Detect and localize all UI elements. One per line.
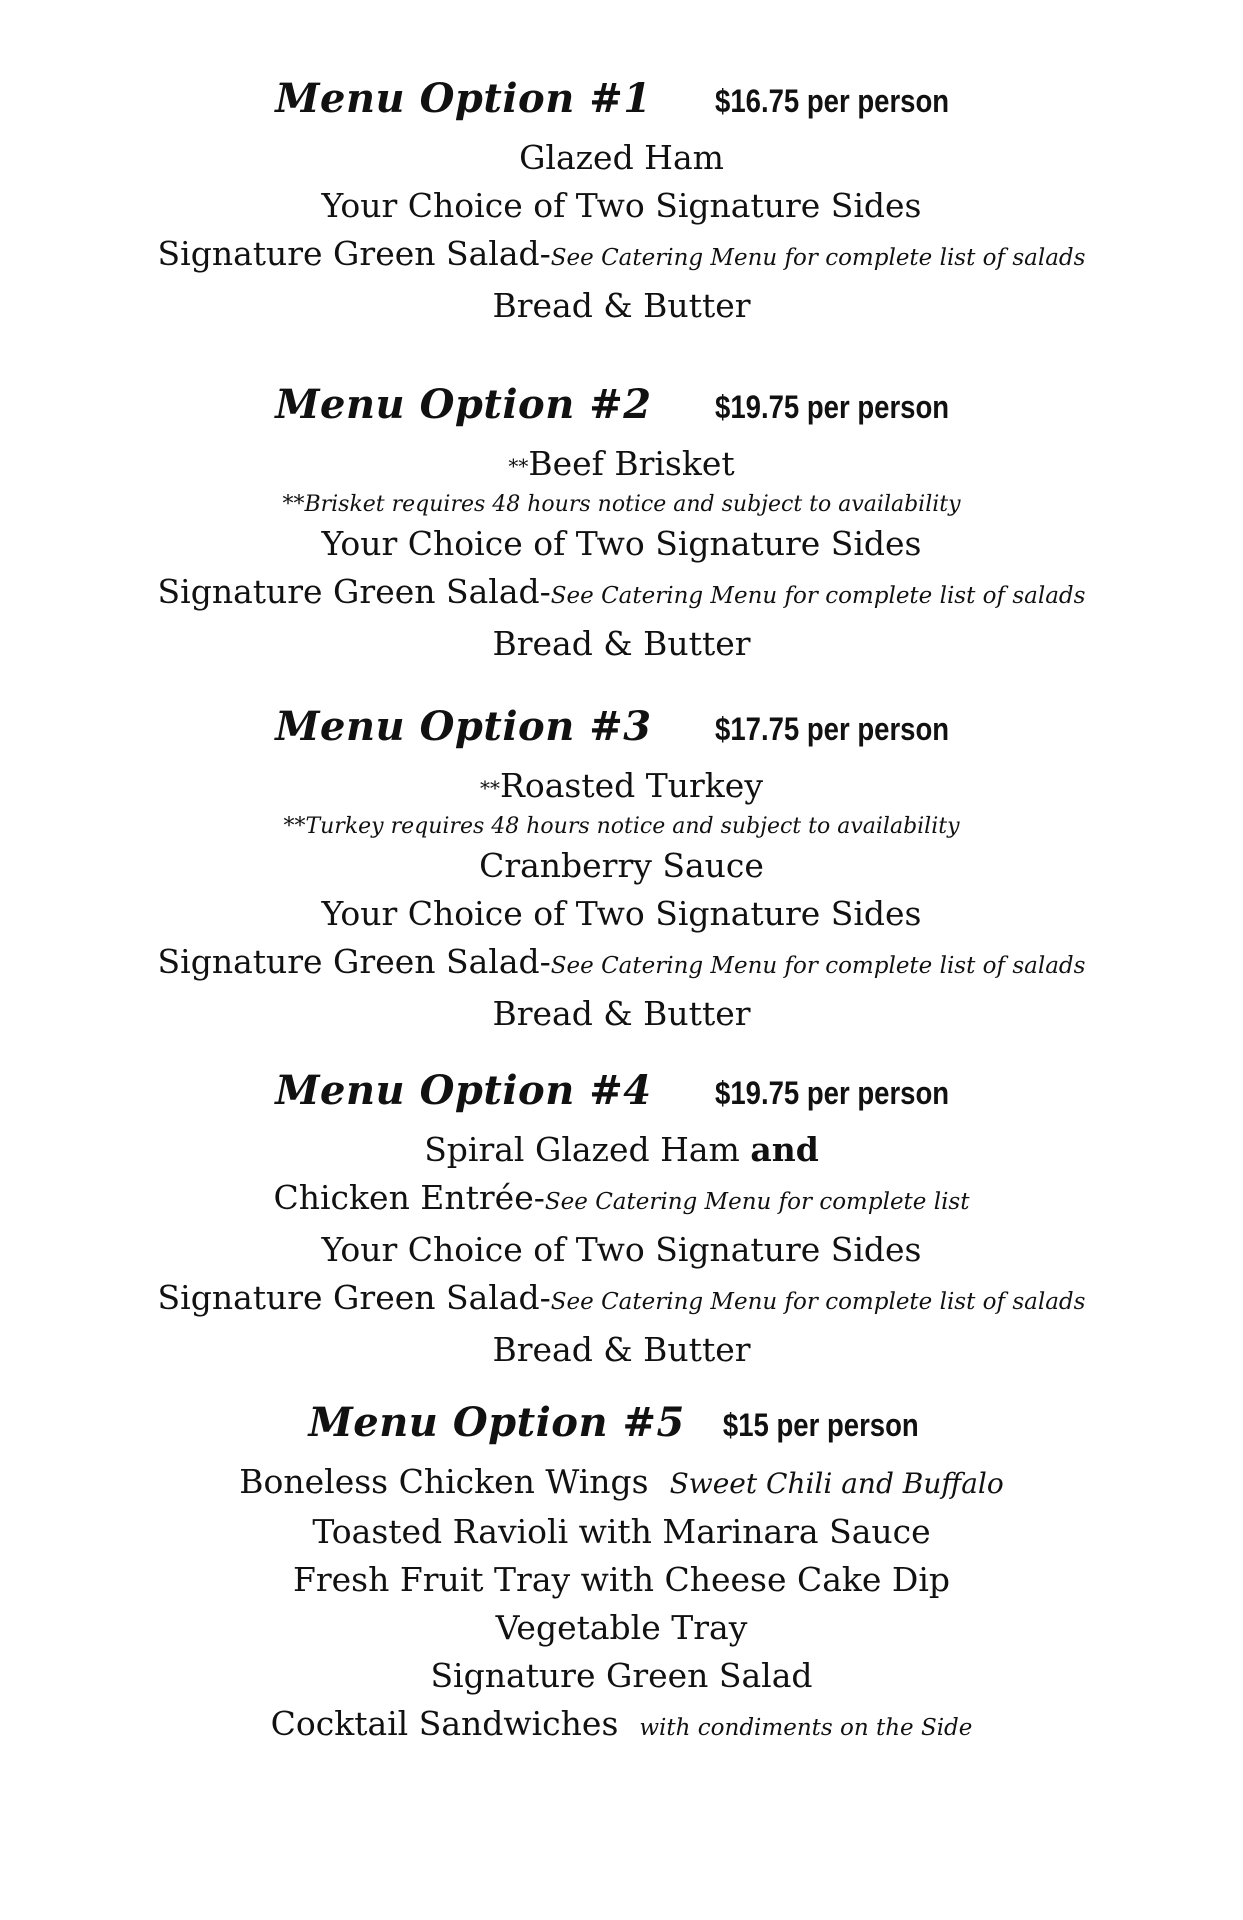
sides-line: Your Choice of Two Signature Sides bbox=[321, 894, 922, 933]
salad-label: Signature Green Salad- bbox=[157, 234, 551, 273]
option-price: $15 per person bbox=[722, 1407, 919, 1443]
list-item bbox=[0, 1458, 1243, 1508]
bread-line: Bread & Butter bbox=[492, 624, 751, 663]
option-heading bbox=[0, 696, 1243, 758]
option-title: Menu Option #4 bbox=[275, 1067, 652, 1114]
bread-line: Bread & Butter bbox=[492, 1330, 751, 1369]
salad-line bbox=[0, 230, 1243, 282]
menu-option-4 bbox=[0, 1060, 1243, 1374]
option-title: Menu Option #3 bbox=[275, 703, 652, 750]
entree-note: See Catering Menu for complete list bbox=[544, 1189, 970, 1215]
salad-note: See Catering Menu for complete list of salads bbox=[550, 245, 1086, 271]
main-dish-name: Spiral Glazed Ham bbox=[424, 1130, 740, 1169]
extra-line: Cranberry Sauce bbox=[479, 846, 764, 885]
option-heading bbox=[0, 374, 1243, 436]
item-name: Cocktail Sandwiches bbox=[270, 1704, 619, 1743]
sides-line: Your Choice of Two Signature Sides bbox=[321, 186, 922, 225]
main-dish-name: Roasted Turkey bbox=[500, 766, 763, 805]
list-item: Vegetable Tray bbox=[495, 1608, 748, 1647]
salad-line bbox=[0, 1274, 1243, 1326]
menu-option-2 bbox=[0, 374, 1243, 668]
menu-option-3 bbox=[0, 696, 1243, 1038]
salad-line bbox=[0, 568, 1243, 620]
option-title: Menu Option #1 bbox=[275, 75, 652, 122]
menu-option-1 bbox=[0, 68, 1243, 330]
salad-note: See Catering Menu for complete list of salads bbox=[550, 953, 1086, 979]
main-dish-marker: ** bbox=[480, 776, 501, 800]
main-dish bbox=[0, 1126, 1243, 1174]
item-note: Sweet Chili and Buffalo bbox=[669, 1467, 1004, 1500]
list-item: Toasted Ravioli with Marinara Sauce bbox=[312, 1512, 931, 1551]
option-heading bbox=[0, 1392, 1243, 1454]
item-name: Boneless Chicken Wings bbox=[239, 1462, 649, 1501]
entree-label: Chicken Entrée- bbox=[273, 1178, 545, 1217]
sides-line: Your Choice of Two Signature Sides bbox=[321, 1230, 922, 1269]
main-dish-name: Beef Brisket bbox=[528, 444, 735, 483]
salad-label: Signature Green Salad- bbox=[157, 1278, 551, 1317]
salad-line bbox=[0, 938, 1243, 990]
salad-label: Signature Green Salad- bbox=[157, 572, 551, 611]
salad-note: See Catering Menu for complete list of salads bbox=[550, 583, 1086, 609]
main-dish bbox=[0, 762, 1243, 812]
option-price: $19.75 per person bbox=[714, 389, 949, 425]
entree-line bbox=[0, 1174, 1243, 1226]
option-heading bbox=[0, 1060, 1243, 1122]
main-dish-and: and bbox=[750, 1130, 819, 1169]
salad-label: Signature Green Salad- bbox=[157, 942, 551, 981]
main-dish bbox=[0, 440, 1243, 490]
sides-line: Your Choice of Two Signature Sides bbox=[321, 524, 922, 563]
salad-note: See Catering Menu for complete list of salads bbox=[550, 1289, 1086, 1315]
option-price: $19.75 per person bbox=[714, 1075, 949, 1111]
notice-line: **Brisket requires 48 hours notice and subject to availability bbox=[282, 492, 961, 517]
list-item: Signature Green Salad bbox=[430, 1656, 813, 1695]
item-note: with condiments on the Side bbox=[639, 1715, 973, 1741]
option-title: Menu Option #2 bbox=[275, 381, 652, 428]
list-item bbox=[0, 1700, 1243, 1752]
option-price: $16.75 per person bbox=[714, 83, 949, 119]
main-dish: Glazed Ham bbox=[519, 138, 724, 177]
menu-option-5 bbox=[0, 1392, 1243, 1752]
option-heading bbox=[0, 68, 1243, 130]
bread-line: Bread & Butter bbox=[492, 994, 751, 1033]
notice-line: **Turkey requires 48 hours notice and subject to availability bbox=[283, 814, 960, 839]
bread-line: Bread & Butter bbox=[492, 286, 751, 325]
option-price: $17.75 per person bbox=[714, 711, 949, 747]
option-title: Menu Option #5 bbox=[308, 1399, 685, 1446]
list-item: Fresh Fruit Tray with Cheese Cake Dip bbox=[292, 1560, 951, 1599]
main-dish-marker: ** bbox=[508, 454, 529, 478]
